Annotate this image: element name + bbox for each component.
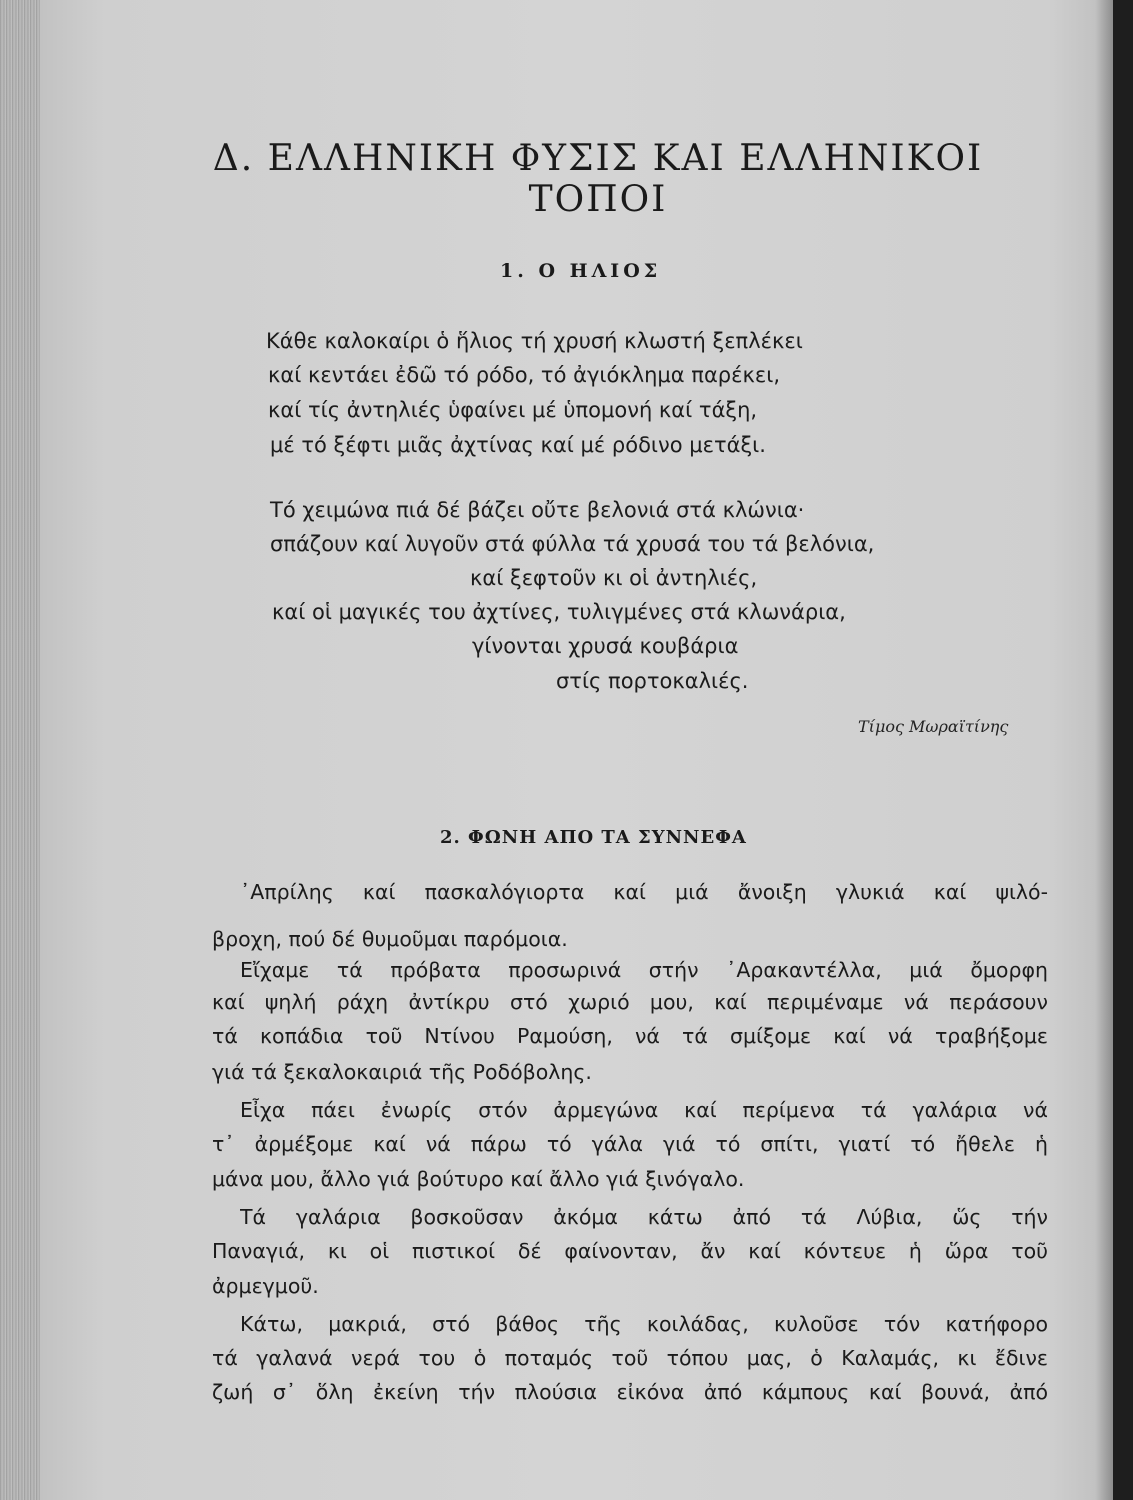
poem-line: Κάθε καλοκαίρι ὁ ἥλιος τή χρυσή κλωστή ξεπλέκει — [266, 329, 803, 353]
poem-line: σπάζουν καί λυγοῦν στά φύλλα τά χρυσά του τά βελόνια, — [270, 532, 875, 556]
prose-line: Παναγιά, κι οἱ πιστικοί δέ φαίνονταν, ἄν καί κόντευε ἡ ὥρα τοῦ — [212, 1239, 1048, 1263]
prose-line: τά γαλανά νερά του ὁ ποταμός τοῦ τόπου μας, ὁ Καλαμάς, κι ἔδινε — [212, 1346, 1048, 1370]
prose-title: 2. ΦΩΝΗ ΑΠΟ ΤΑ ΣΥΝΝΕΦΑ — [440, 827, 747, 848]
poem-author: Τίμος Μωραϊτίνης — [858, 717, 1009, 736]
poem-line: καί οἱ μαγικές του ἀχτίνες, τυλιγμένες στά κλωνάρια, — [272, 600, 846, 624]
prose-line: Τά γαλάρια βοσκοῦσαν ἀκόμα κάτω ἀπό τά Λύβια, ὥς τήν — [240, 1205, 1048, 1229]
scan-right-border — [1113, 0, 1133, 1500]
prose-line: ᾿Απρίλης καί πασκαλόγιορτα καί μιά ἄνοιξη γλυκιά καί ψιλό- — [240, 880, 1048, 904]
poem-line: στίς πορτοκαλιές. — [556, 669, 749, 693]
prose-line: καί ψηλή ράχη ἀντίκρυ στό χωριό μου, καί περιμέναμε νά περάσουν — [212, 990, 1048, 1014]
poem-line: καί ξεφτοῦν κι οἱ ἀντηλιές, — [470, 566, 758, 590]
prose-line: ζωή σ᾿ ὅλη ἐκείνη τήν πλούσια εἰκόνα ἀπό κάμπους καί βουνά, ἀπό — [212, 1380, 1048, 1404]
page-sheet — [40, 0, 1113, 1500]
poem-line: καί τίς ἀντηλιές ὑφαίνει μέ ὑπομονή καί τάξη, — [268, 398, 758, 422]
prose-line: βροχη, πού δέ θυμοῦμαι παρόμοια. — [212, 927, 568, 951]
prose-line: τ᾿ ἀρμέξομε καί νά πάρω τό γάλα γιά τό σπίτι, γιατί τό ἤθελε ἡ — [212, 1132, 1048, 1156]
prose-line: μάνα μου, ἄλλο γιά βούτυρο καί ἄλλο γιά ξινόγαλο. — [212, 1167, 745, 1191]
prose-line: Κάτω, μακριά, στό βάθος τῆς κοιλάδας, κυλοῦσε τόν κατήφορο — [240, 1312, 1048, 1336]
poem-line: Τό χειμώνα πιά δέ βάζει οὔτε βελονιά στά κλώνια· — [270, 498, 805, 522]
prose-line: τά κοπάδια τοῦ Ντίνου Ραμούση, νά τά σμίξομε καί νά τραβήξομε — [212, 1024, 1048, 1048]
prose-line: ἀρμεγμοῦ. — [212, 1274, 319, 1298]
poem-title: 1. Ο ΗΛΙΟΣ — [500, 260, 662, 282]
prose-line: γιά τά ξεκαλοκαιριά τῆς Ροδόβολης. — [212, 1060, 592, 1084]
section-title: Δ. ΕΛΛΗΝΙΚΗ ΦΥΣΙΣ ΚΑΙ ΕΛΛΗΝΙΚΟΙ ΤΟΠΟΙ — [212, 138, 984, 220]
poem-line: μέ τό ξέφτι μιᾶς ἀχτίνας καί μέ ρόδινο μετάξι. — [270, 433, 766, 457]
poem-line: καί κεντάει ἐδῶ τό ρόδο, τό ἀγιόκλημα παρέκει, — [268, 363, 780, 387]
prose-line: Εἴχαμε τά πρόβατα προσωρινά στήν ᾿Αρακαντέλλα, μιά ὄμορφη — [240, 958, 1048, 982]
prose-line: Εἶχα πάει ἐνωρίς στόν ἀρμεγώνα καί περίμενα τά γαλάρια νά — [240, 1098, 1048, 1122]
poem-line: γίνονται χρυσά κουβάρια — [472, 634, 739, 658]
